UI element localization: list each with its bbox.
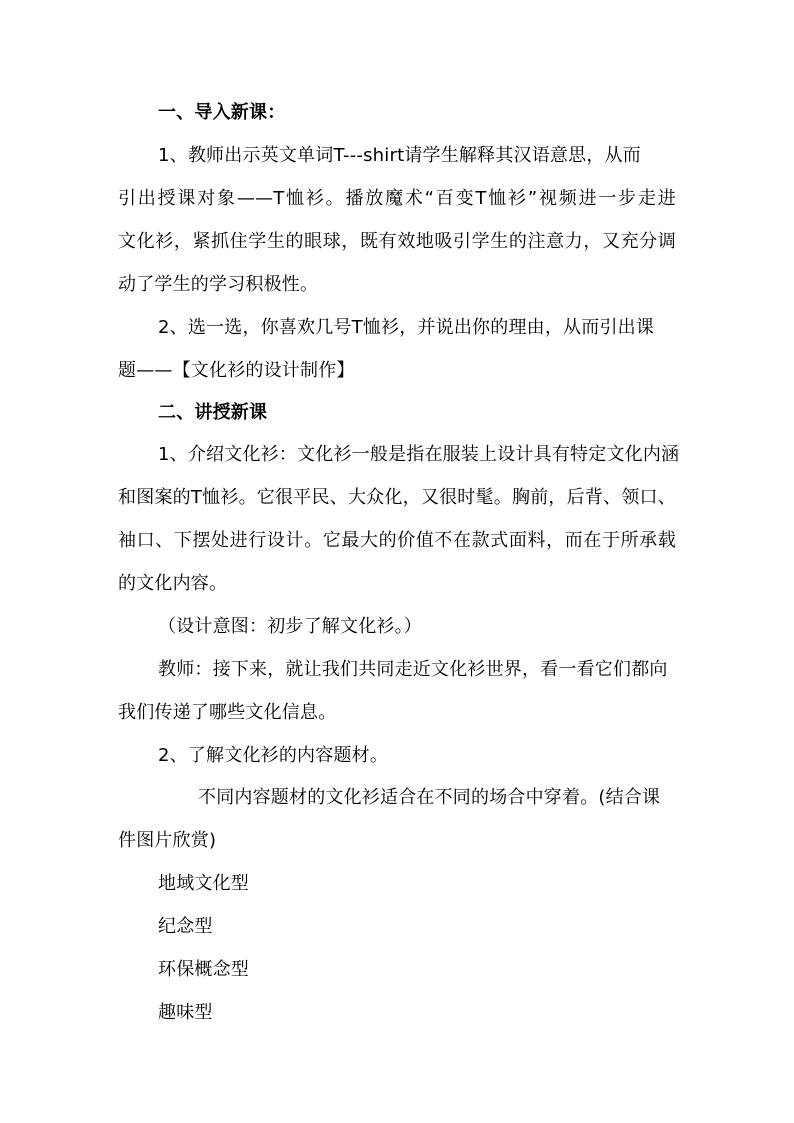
- design-intent-note: （设计意图：初步了解文化衫。）: [158, 616, 422, 637]
- section-1-para-1-line-1: 1、教师出示英文单词T---shirt请学生解释其汉语意思，从而: [158, 145, 641, 166]
- item-2-title: 2、了解文化衫的内容题材。: [158, 745, 389, 766]
- type-item-commemorative: 纪念型: [158, 916, 213, 937]
- type-item-environmental: 环保概念型: [158, 959, 249, 980]
- item-2-text-line-2: 件图片欣赏): [118, 830, 217, 851]
- section-2-para-1-line-1: 1、介绍文化衫：文化衫一般是指在服装上设计具有特定文化内涵: [158, 444, 680, 465]
- section-2-para-1-line-4: 的文化内容。: [118, 573, 228, 594]
- section-2-heading: 二、讲授新课: [158, 402, 268, 423]
- section-2-para-1-line-3: 袖口、下摆处进行设计。它最大的价值不在款式面料，而在于所承载: [118, 530, 676, 551]
- section-1-para-2-line-1: 2、选一选，你喜欢几号T恤衫，并说出你的理由，从而引出课: [158, 317, 655, 338]
- type-item-fun: 趣味型: [158, 1002, 213, 1023]
- teacher-line-1: 教师：接下来，就让我们共同走近文化衫世界，看一看它们都向: [158, 659, 668, 680]
- section-1-para-2-line-2: 题——【文化衫的设计制作】: [118, 360, 355, 381]
- section-1-para-1-line-3: 文化衫，紧抓住学生的眼球，既有效地吸引学生的注意力，又充分调: [118, 231, 676, 252]
- item-2-text-line-1: 不同内容题材的文化衫适合在不同的场合中穿着。(结合课: [198, 787, 661, 808]
- teacher-line-2: 我们传递了哪些文化信息。: [118, 702, 337, 723]
- section-1-para-1-line-2: 引出授课对象——T恤衫。播放魔术“百变T恤衫”视频进一步走进: [118, 188, 676, 209]
- section-1-heading: 一、导入新课：: [158, 102, 286, 123]
- type-item-regional-culture: 地域文化型: [158, 873, 249, 894]
- section-1-para-1-line-4: 动了学生的学习积极性。: [118, 274, 319, 295]
- section-2-para-1-line-2: 和图案的T恤衫。它很平民、大众化，又很时髦。胸前，后背、领口、: [118, 487, 676, 508]
